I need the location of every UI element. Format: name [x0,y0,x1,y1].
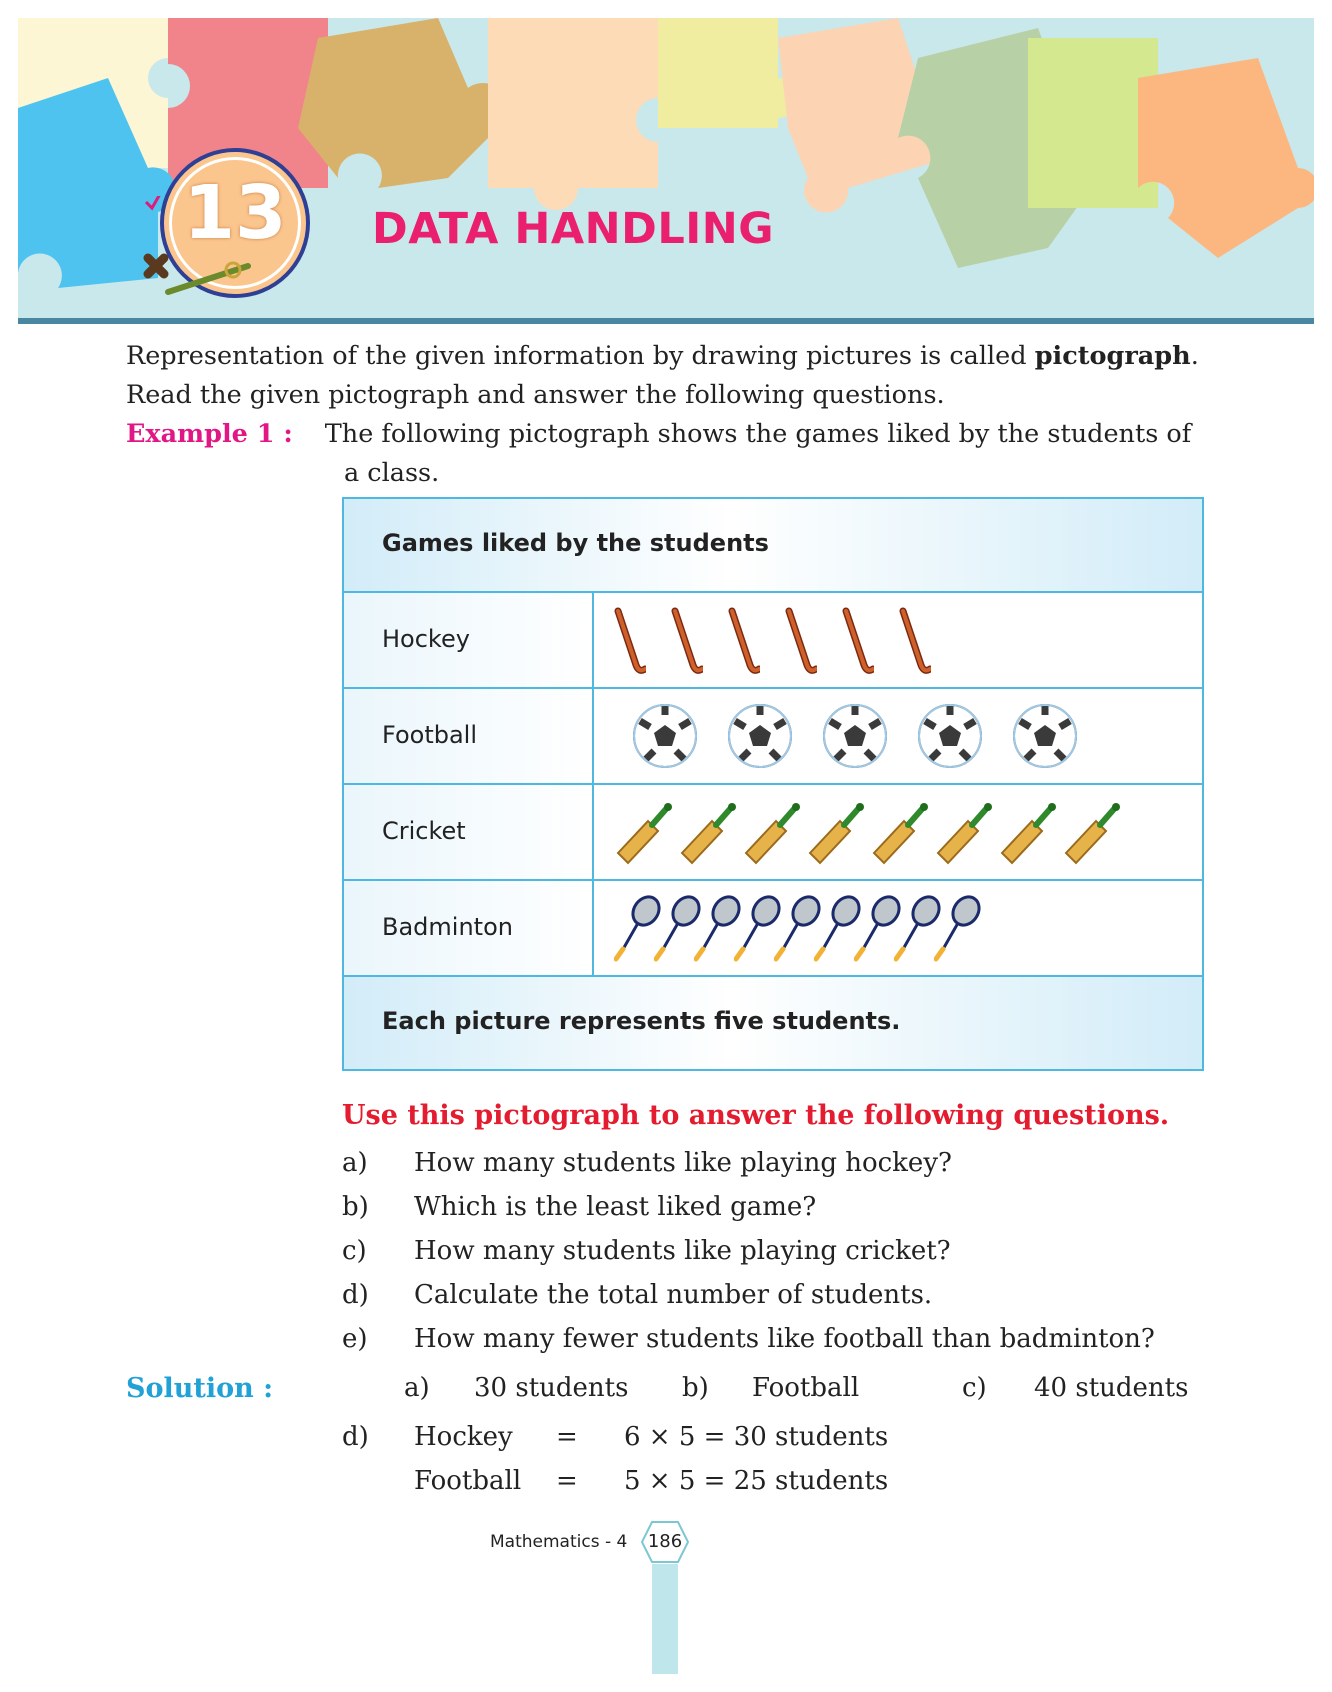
intro-text: Representation of the given information by drawing pictures is called [126,341,1035,371]
badminton-racket-icon [934,893,982,963]
cricket-bat-icon [934,799,996,865]
football-icon [632,703,698,769]
game-label: Football [344,689,594,783]
question-item [342,1324,1155,1354]
question-text: How many students like playing cricket? [414,1236,951,1266]
pictograph-row-football [344,689,1202,785]
solution-a-answer: 30 students [474,1373,629,1403]
hockey-stick-icon [726,607,760,677]
question-text: How many students like playing hockey? [414,1148,952,1178]
banner-divider [18,318,1314,324]
pictograph-title: Games liked by the students [344,499,1202,593]
question-label: d) [342,1280,369,1310]
chapter-title: DATA HANDLING [372,204,775,254]
solution-c-answer: 40 students [1034,1373,1189,1403]
question-item [342,1192,816,1222]
pictograph-row-cricket [344,785,1202,881]
question-text: How many fewer students like football than badminton? [414,1324,1155,1354]
chapter-number: 13 [183,170,287,256]
question-text: Calculate the total number of students. [414,1280,933,1310]
hockey-stick-icon [897,607,931,677]
pictograph-row-badminton [344,881,1202,977]
question-item [342,1280,932,1310]
hockey-stick-icon [612,607,646,677]
pictograph-key: Each picture represents five students. [344,975,1202,1069]
game-label: Hockey [344,593,594,687]
pictures [594,593,1202,687]
book-title: Mathematics - 4 [490,1532,628,1552]
intro-line-2: Read the given pictograph and answer the following questions. [126,380,945,410]
solution-b-label: b) [682,1373,709,1403]
cricket-bat-icon [678,799,740,865]
intro-period: . [1190,341,1199,371]
page-number: 186 [647,1531,683,1552]
cricket-bat-icon [870,799,932,865]
solution-d-label: d) [342,1422,369,1452]
solution-d-game: Hockey [414,1422,513,1452]
pictures [594,785,1202,879]
game-label: Cricket [344,785,594,879]
example-line-2: a class. [344,458,440,488]
solution-d-calc: 6 × 5 = 30 students [624,1422,889,1452]
solution-label: Solution : [126,1373,274,1404]
question-label: b) [342,1192,369,1222]
pictures [594,881,1202,975]
example-text: The following pictograph shows the games liked by the students of [324,419,1192,449]
hockey-stick-icon [783,607,817,677]
question-label: c) [342,1236,367,1266]
cricket-bat-icon [998,799,1060,865]
solution-a-label: a) [404,1373,430,1403]
question-text: Which is the least liked game? [414,1192,817,1222]
game-label: Badminton [344,881,594,975]
football-icon [917,703,983,769]
solution-d-game: Football [414,1466,522,1496]
question-item [342,1236,951,1266]
solution-d-equals: = [556,1422,578,1452]
question-label: a) [342,1148,368,1178]
hockey-stick-icon [840,607,874,677]
hockey-stick-icon [669,607,703,677]
solution-c-label: c) [962,1373,987,1403]
pictures [594,689,1202,783]
solution-d-calc: 5 × 5 = 25 students [624,1466,889,1496]
solution-d-equals: = [556,1466,578,1496]
page-tab-decoration [652,1564,678,1674]
football-icon [822,703,888,769]
cricket-bat-icon [614,799,676,865]
cricket-bat-icon [806,799,868,865]
pictograph-table [342,497,1204,1071]
pictograph-row-hockey [344,593,1202,689]
cricket-bat-icon [742,799,804,865]
math-tools-icon [138,196,258,296]
intro-line-1 [126,340,1199,373]
solution-b-answer: Football [752,1373,860,1403]
questions-title: Use this pictograph to answer the following questions. [342,1100,1170,1131]
cricket-bat-icon [1062,799,1124,865]
pictograph-term: pictograph [1034,341,1191,371]
example-label: Example 1 : [126,419,293,449]
question-label: e) [342,1324,368,1354]
example-line-1 [126,418,1191,451]
question-item [342,1148,952,1178]
football-icon [1012,703,1078,769]
football-icon [727,703,793,769]
